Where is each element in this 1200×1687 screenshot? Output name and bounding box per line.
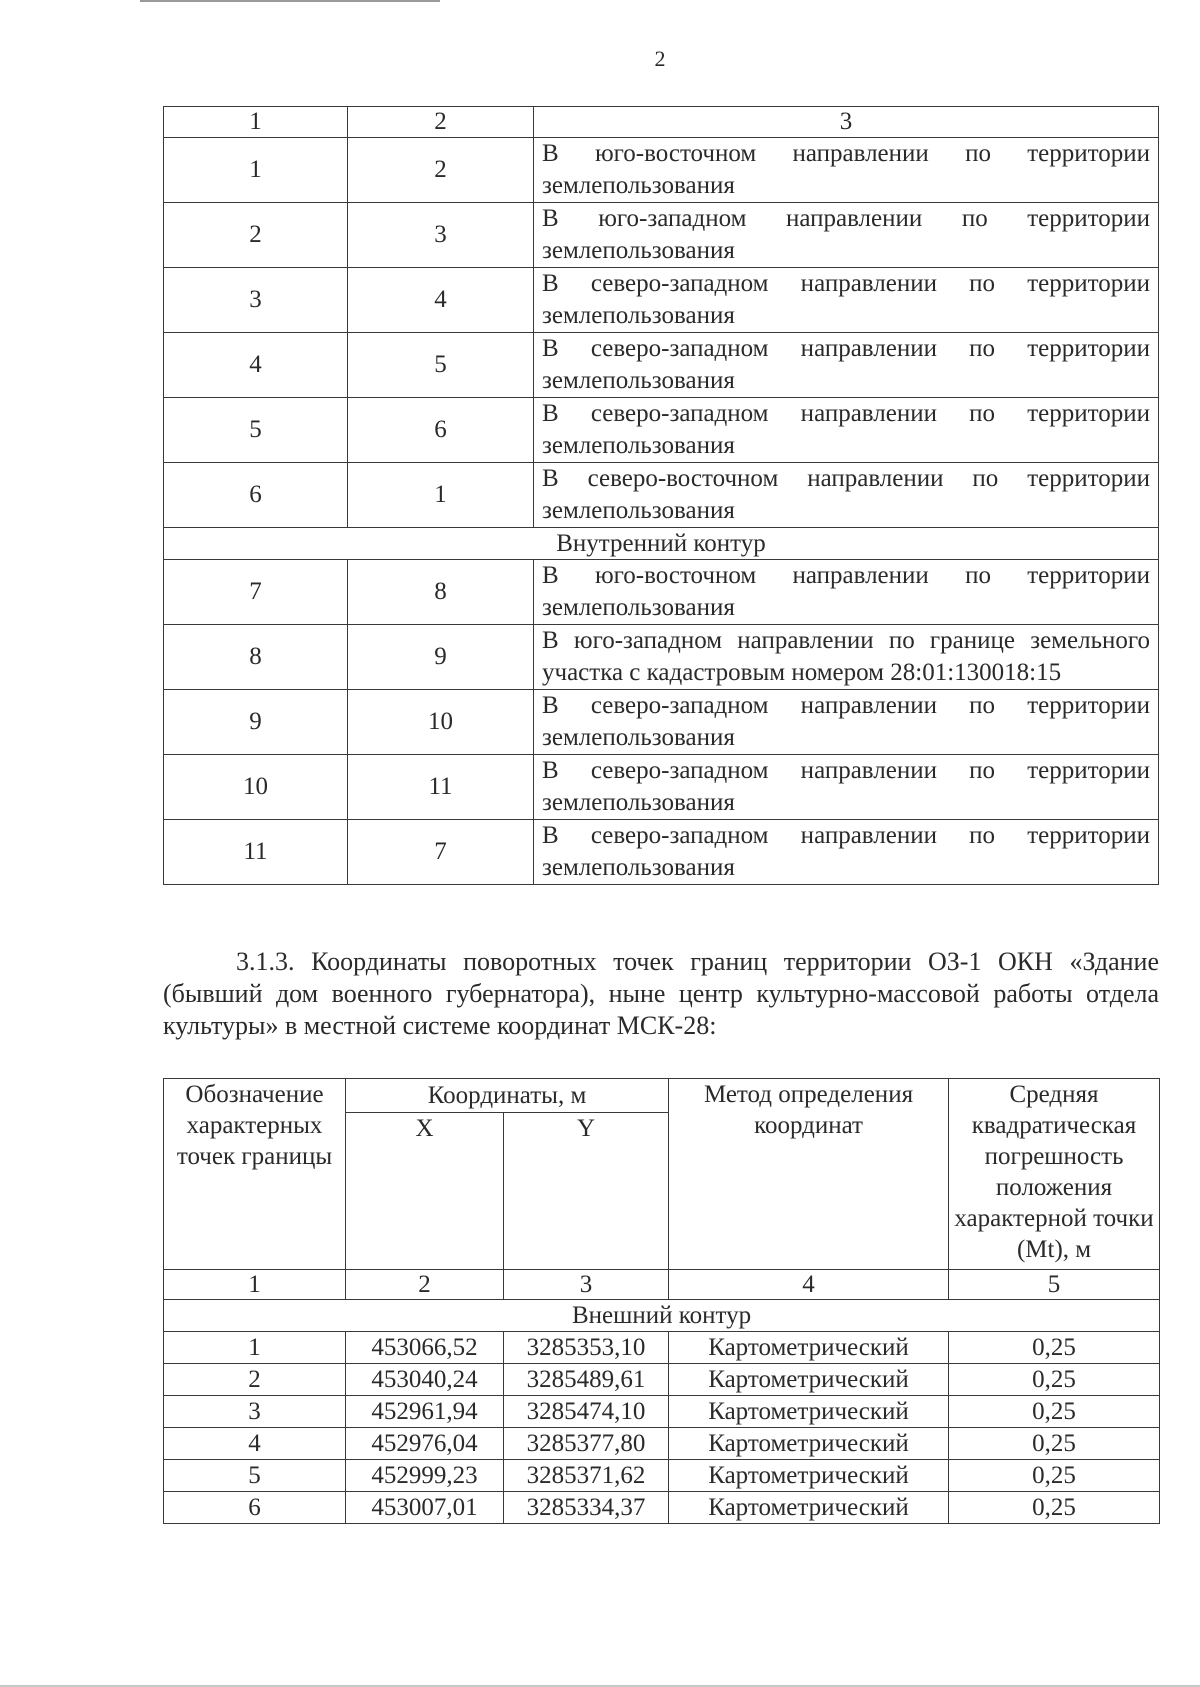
table-row bbox=[164, 820, 1159, 885]
to-point: 2 bbox=[348, 138, 534, 203]
column-number-row bbox=[164, 1270, 1160, 1300]
cell-error: 0,25 bbox=[949, 1396, 1160, 1428]
route-description: В северо-западном направлении по территории землепользования bbox=[534, 398, 1159, 463]
table-row bbox=[164, 1492, 1160, 1524]
cell-point: 1 bbox=[164, 1332, 346, 1364]
table-row bbox=[164, 1364, 1160, 1396]
table-row bbox=[164, 268, 1159, 333]
table-row bbox=[164, 560, 1159, 625]
table-header-row bbox=[164, 107, 1159, 138]
table-row bbox=[164, 463, 1159, 528]
from-point: 3 bbox=[164, 268, 348, 333]
scan-edge bbox=[140, 0, 440, 2]
table-row bbox=[164, 1396, 1160, 1428]
to-point: 7 bbox=[348, 820, 534, 885]
route-description: В северо-западном направлении по территории землепользования bbox=[534, 268, 1159, 333]
route-description: В северо-восточном направлении по территории землепользования bbox=[534, 463, 1159, 528]
cell-y: 3285371,62 bbox=[504, 1460, 669, 1492]
cell-point: 2 bbox=[164, 1364, 346, 1396]
from-point: 2 bbox=[164, 203, 348, 268]
table-row bbox=[164, 1332, 1160, 1364]
cell-error: 0,25 bbox=[949, 1428, 1160, 1460]
to-point: 10 bbox=[348, 690, 534, 755]
header-cell: 1 bbox=[164, 107, 348, 138]
cell-method: Картометрический bbox=[669, 1428, 949, 1460]
cell-error: 0,25 bbox=[949, 1332, 1160, 1364]
from-point: 1 bbox=[164, 138, 348, 203]
route-description: В юго-восточном направлении по территории землепользования bbox=[534, 138, 1159, 203]
column-number: 4 bbox=[669, 1270, 949, 1300]
header-point-designation: Обозначение характерных точек границы bbox=[164, 1079, 346, 1270]
to-point: 4 bbox=[348, 268, 534, 333]
route-table bbox=[163, 106, 1159, 885]
cell-error: 0,25 bbox=[949, 1460, 1160, 1492]
cell-method: Картометрический bbox=[669, 1396, 949, 1428]
cell-point: 3 bbox=[164, 1396, 346, 1428]
from-point: 11 bbox=[164, 820, 348, 885]
coordinates-table bbox=[163, 1078, 1160, 1524]
cell-y: 3285334,37 bbox=[504, 1492, 669, 1524]
cell-x: 452976,04 bbox=[346, 1428, 504, 1460]
table-row bbox=[164, 398, 1159, 463]
cell-point: 4 bbox=[164, 1428, 346, 1460]
cell-point: 6 bbox=[164, 1492, 346, 1524]
table-row bbox=[164, 755, 1159, 820]
table-row bbox=[164, 690, 1159, 755]
to-point: 5 bbox=[348, 333, 534, 398]
table-row bbox=[164, 1428, 1160, 1460]
table-header-row bbox=[164, 1079, 1160, 1113]
route-description: В северо-западном направлении по территории землепользования bbox=[534, 690, 1159, 755]
cell-x: 453066,52 bbox=[346, 1332, 504, 1364]
route-description: В северо-западном направлении по территории землепользования bbox=[534, 755, 1159, 820]
column-number: 3 bbox=[504, 1270, 669, 1300]
to-point: 3 bbox=[348, 203, 534, 268]
cell-y: 3285489,61 bbox=[504, 1364, 669, 1396]
cell-y: 3285377,80 bbox=[504, 1428, 669, 1460]
column-number: 2 bbox=[346, 1270, 504, 1300]
from-point: 6 bbox=[164, 463, 348, 528]
column-number: 5 bbox=[949, 1270, 1160, 1300]
table-row bbox=[164, 203, 1159, 268]
header-coordinates: Координаты, м bbox=[346, 1079, 669, 1113]
page-number: 2 bbox=[654, 46, 666, 71]
route-description: В северо-западном направлении по территории землепользования bbox=[534, 820, 1159, 885]
cell-error: 0,25 bbox=[949, 1492, 1160, 1524]
header-x: X bbox=[346, 1113, 504, 1270]
to-point: 11 bbox=[348, 755, 534, 820]
section-label: Внешний контур bbox=[164, 1300, 1160, 1332]
to-point: 9 bbox=[348, 625, 534, 690]
cell-x: 452999,23 bbox=[346, 1460, 504, 1492]
route-description: В юго-западном направлении по границе земельного участка с кадастровым номером 28:01:130018:15 bbox=[534, 625, 1159, 690]
section-paragraph: 3.1.3. Координаты поворотных точек границ территории ОЗ-1 ОКН «Здание (бывший дом военного губернатора), ныне центр культурно-массовой работы отдела культуры» в местной системе координат МСК-28: bbox=[163, 947, 1159, 1040]
to-point: 8 bbox=[348, 560, 534, 625]
from-point: 5 bbox=[164, 398, 348, 463]
section-label: Внутренний контур bbox=[164, 528, 1159, 560]
section-row bbox=[164, 1300, 1160, 1332]
from-point: 4 bbox=[164, 333, 348, 398]
cell-error: 0,25 bbox=[949, 1364, 1160, 1396]
header-method: Метод определения координат bbox=[669, 1079, 949, 1270]
cell-method: Картометрический bbox=[669, 1332, 949, 1364]
section-row bbox=[164, 528, 1159, 560]
from-point: 10 bbox=[164, 755, 348, 820]
table-row bbox=[164, 138, 1159, 203]
cell-x: 452961,94 bbox=[346, 1396, 504, 1428]
column-number: 1 bbox=[164, 1270, 346, 1300]
cell-x: 453040,24 bbox=[346, 1364, 504, 1396]
cell-method: Картометрический bbox=[669, 1364, 949, 1396]
header-y: Y bbox=[504, 1113, 669, 1270]
table-row bbox=[164, 1460, 1160, 1492]
cell-y: 3285474,10 bbox=[504, 1396, 669, 1428]
header-cell: 3 bbox=[534, 107, 1159, 138]
route-description: В юго-восточном направлении по территории землепользования bbox=[534, 560, 1159, 625]
table-row bbox=[164, 333, 1159, 398]
header-cell: 2 bbox=[348, 107, 534, 138]
from-point: 9 bbox=[164, 690, 348, 755]
from-point: 8 bbox=[164, 625, 348, 690]
to-point: 6 bbox=[348, 398, 534, 463]
route-description: В юго-западном направлении по территории землепользования bbox=[534, 203, 1159, 268]
header-error: Средняя квадратическая погрешность положения характерной точки (Mt), м bbox=[949, 1079, 1160, 1270]
cell-y: 3285353,10 bbox=[504, 1332, 669, 1364]
from-point: 7 bbox=[164, 560, 348, 625]
cell-point: 5 bbox=[164, 1460, 346, 1492]
cell-x: 453007,01 bbox=[346, 1492, 504, 1524]
cell-method: Картометрический bbox=[669, 1492, 949, 1524]
to-point: 1 bbox=[348, 463, 534, 528]
route-description: В северо-западном направлении по территории землепользования bbox=[534, 333, 1159, 398]
cell-method: Картометрический bbox=[669, 1460, 949, 1492]
table-row bbox=[164, 625, 1159, 690]
